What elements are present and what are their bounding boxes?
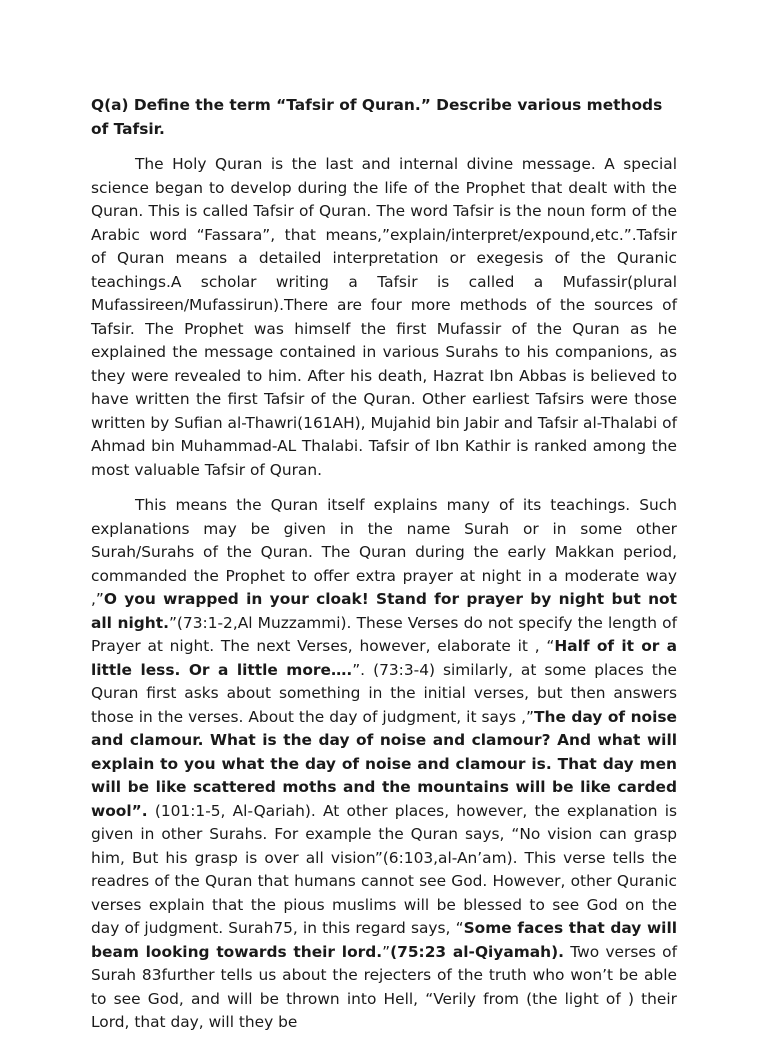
- verse-reference: (75:23 al-Qiyamah).: [390, 942, 564, 961]
- quoted-verse: The day of noise and clamour. What is the day of noise and clamour? And what will explain to you what the day of noise and clamour is. That day men will be like scattered moths and the mountains will be like carded wool”.: [91, 707, 677, 820]
- text-run: ”(73:1-2,Al Muzzammi). These Verses do not specify the length of Prayer at night. The next Verses, however, elaborate it , “: [91, 613, 677, 655]
- quoted-verse: O you wrapped in your cloak! Stand for prayer by night but not all night.: [91, 590, 677, 632]
- text-run: This means the Quran itself explains many of its teachings. Such explanations may be given in the name Surah or in some other Surah/Surahs of the Quran. The Quran during the early Makkan period, commanded the Prophet to offer extra prayer at night in a moderate way ,”: [91, 496, 677, 608]
- paragraph-introduction: The Holy Quran is the last and internal divine message. A special science began to develop during the life of the Prophet that dealt with the Quran. This is called Tafsir of Quran. The word Tafsir is the noun form of the Arabic word “Fassara”, that means,”explain/interpret/expound,etc.”.Tafsir of Quran means a detailed interpretation or exegesis of the Quranic teachings.A scholar writing a Tafsir is called a Mufassir(plural Mufassireen/Mufassirun).There are four more methods of the sources of Tafsir. The Prophet was himself the first Mufassir of the Quran as he explained the message contained in various Surahs to his companions, as they were revealed to him. After his death, Hazrat Ibn Abbas is believed to have written the first Tafsir of the Quran. Other earliest Tafsirs were those written by Sufian al-Thawri(161AH), Mujahid bin Jabir and Tafsir al-Thalabi of Ahmad bin Muhammad-AL Thalabi. Tafsir of Ibn Kathir is ranked among the most valuable Tafsir of Quran.: [91, 155, 677, 479]
- quoted-verse: Half of it or a little less. Or a little more….: [91, 637, 677, 679]
- quoted-verse: Some faces that day will beam looking towards their lord.: [91, 919, 677, 961]
- paragraph-quran-explains-itself: [91, 494, 677, 1035]
- text-run: ”. (73:3-4) similarly, at some places the Quran first asks about something in the initial verses, but then answers those in the verses. About the day of judgment, it says ,”: [91, 660, 677, 726]
- text-run: Two verses of Surah 83further tells us about the rejecters of the truth who won’t be able to see God, and will be thrown into Hell, “Verily from (the light of ) their Lord, that day, will they be: [91, 942, 678, 1031]
- question-heading: Q(a) Define the term “Tafsir of Quran.” Describe various methods of Tafsir.: [91, 96, 663, 138]
- text-run: ”: [382, 942, 391, 961]
- text-run: (101:1-5, Al-Qariah). At other places, however, the explanation is given in other Surahs. For example the Quran says, “No vision can grasp him, But his grasp is over all vision”(6:103,al-An’am). This verse tells the readres of the Quran that humans cannot see God. However, other Quranic verses explain that the pious muslims will be blessed to see God on the day of judgment. Surah75, in this regard says, “: [91, 801, 677, 937]
- document-content: [91, 94, 677, 1047]
